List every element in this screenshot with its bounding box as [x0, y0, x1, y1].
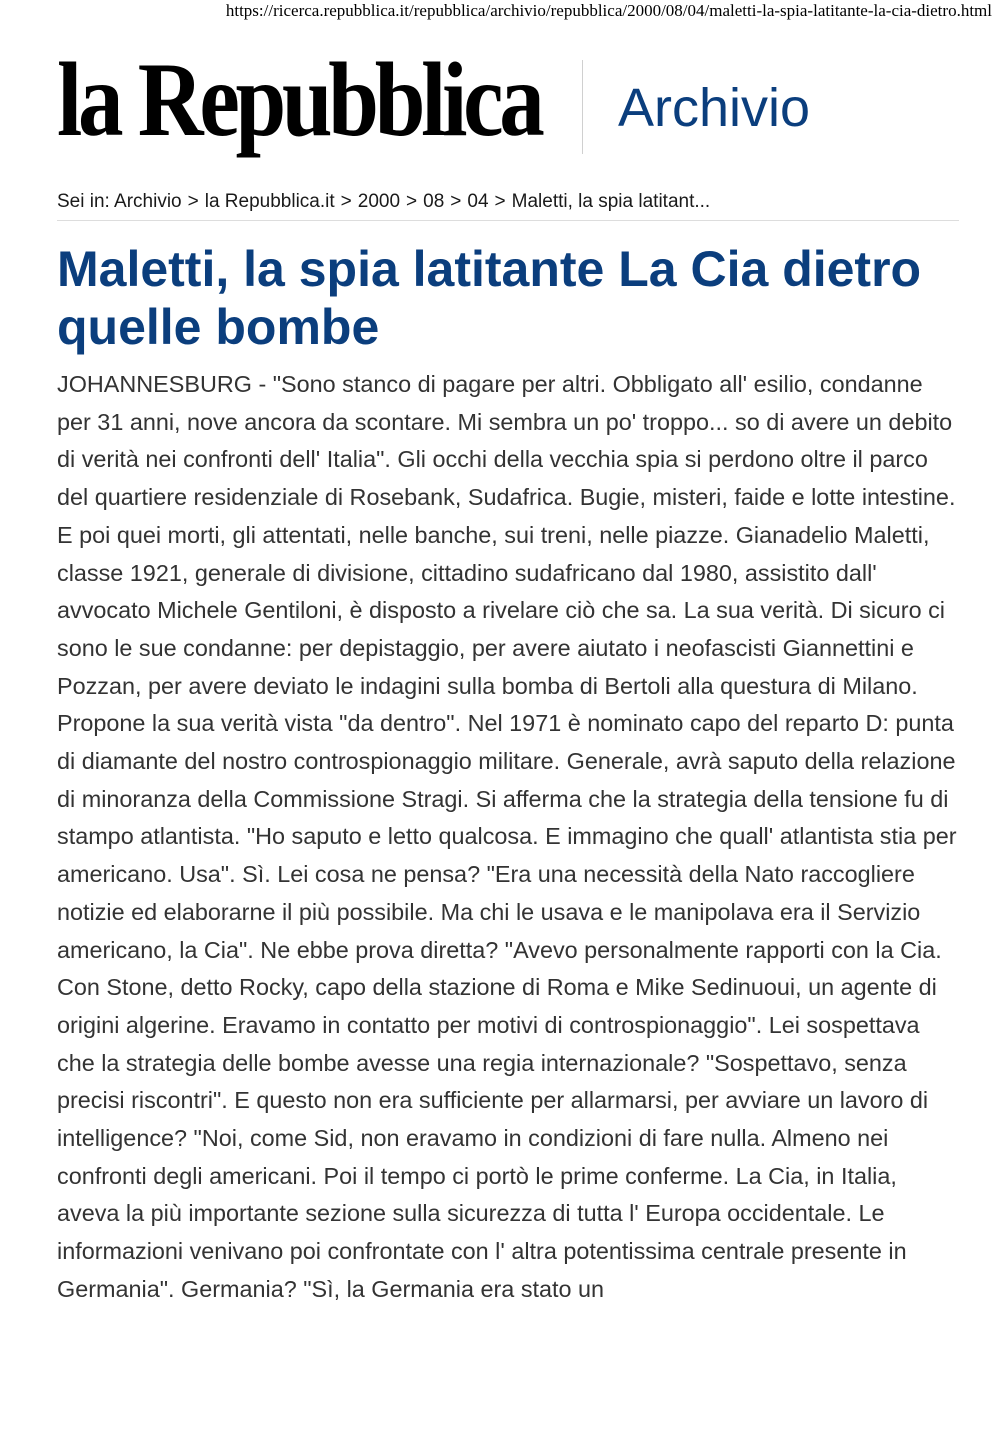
breadcrumb [57, 188, 959, 221]
page-url[interactable]: https://ricerca.repubblica.it/repubblica/archivio/repubblica/2000/08/04/maletti-la-spia-latitante-la-cia-dietro.html [225, 1, 992, 20]
breadcrumb-item-current: Maletti, la spia latitant... [511, 191, 711, 212]
breadcrumb-separator: > [340, 191, 352, 212]
breadcrumb-separator: > [187, 191, 199, 212]
breadcrumb-prefix: Sei in: [57, 191, 110, 212]
breadcrumb-item-archivio[interactable]: Archivio [114, 191, 182, 212]
masthead [57, 40, 957, 160]
breadcrumb-separator: > [450, 191, 462, 212]
article-headline: Maletti, la spia latitante La Cia dietro quelle bombe [57, 241, 922, 355]
masthead-divider [582, 60, 583, 154]
article-body: JOHANNESBURG - "Sono stanco di pagare per altri. Obbligato all' esilio, condanne per 31 anni, nove ancora da scontare. Mi sembra un po' troppo... so di avere un debito di verità nei confronti dell' Italia". Gli occhi della vecchia spia si perdono oltre il parco del quartiere residenziale di Rosebank, Sudafrica. Bugie, misteri, faide e lotte intestine. E poi quei morti, gli attentati, nelle banche, sui treni, nelle piazze. Gianadelio Maletti, classe 1921, generale di divisione, cittadino sudafricano dal 1980, assistito dall' avvocato Michele Gentiloni, è disposto a rivelare ciò che sa. La sua verità. Di sicuro ci sono le sue condanne: per depistaggio, per avere aiutato i neofascisti Giannettini e Pozzan, per avere deviato le indagini sulla bomba di Bertoli alla questura di Milano. Propone la sua verità vista "da dentro". Nel 1971 è nominato capo del reparto D: punta di diamante del nostro controspionaggio militare. Generale, avrà saputo della relazione di minoranza della Commissione Stragi. Si afferma che la strategia della tensione fu di stampo atlantista. "Ho saputo e letto qualcosa. E immagino che quall' atlantista stia per americano. Usa". Sì. Lei cosa ne pensa? "Era una necessità della Nato raccogliere notizie ed elaborarne il più possibile. Ma chi le usava e le manipolava era il Servizio americano, la Cia". Ne ebbe prova diretta? "Avevo personalmente rapporti con la Cia. Con Stone, detto Rocky, capo della stazione di Roma e Mike Sedinuoui, un agente di origini algerine. Eravamo in contatto per motivi di controspionaggio". Lei sospettava che la strategia delle bombe avesse una regia internazionale? "Sospettavo, senza precisi riscontri". E questo non era sufficiente per allarmarsi, per avviare un lavoro di intelligence? "Noi, come Sid, non eravamo in condizioni di fare nulla. Almeno nei confronti degli americani. Poi il tempo ci portò le prime conferme. La Cia, in Italia, aveva la più importante sezione sulla sicurezza di tutta l' Europa occidentale. Le informazioni venivano poi confrontate con l' altra potentissima centrale presente in Germania". Germania? "Sì, la Germania era stato un [57, 371, 957, 1302]
breadcrumb-separator: > [494, 191, 506, 212]
la-repubblica-logo[interactable]: la Repubblica [57, 41, 541, 158]
breadcrumb-separator: > [406, 191, 418, 212]
archivio-section-label[interactable]: Archivio [618, 78, 811, 138]
breadcrumb-item-year[interactable]: 2000 [357, 191, 401, 212]
breadcrumb-item-day[interactable]: 04 [467, 191, 489, 212]
breadcrumb-item-month[interactable]: 08 [423, 191, 445, 212]
breadcrumb-item-repubblica-it[interactable]: la Repubblica.it [204, 191, 335, 212]
